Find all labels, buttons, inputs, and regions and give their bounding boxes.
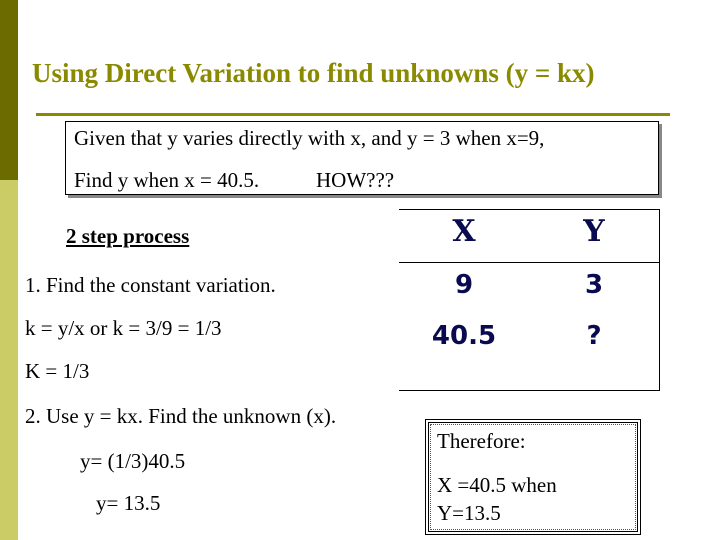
equation-result: y= 13.5	[96, 491, 161, 515]
step-process-heading: 2 step process	[66, 224, 190, 248]
table-cell-x: 9	[454, 270, 474, 300]
slide-title: Using Direct Variation to find unknowns (y = kx)	[32, 58, 595, 88]
title-underline	[36, 113, 670, 116]
table-header-x: X	[452, 214, 476, 249]
therefore-line-1: X =40.5 when	[437, 473, 557, 497]
k-result: K = 1/3	[25, 359, 90, 383]
table-row	[399, 314, 659, 366]
table-cell-y: 3	[584, 270, 604, 300]
k-calculation: k = y/x or k = 3/9 = 1/3	[25, 316, 222, 340]
table-cell-y: ?	[586, 321, 602, 351]
therefore-label: Therefore:	[437, 429, 526, 453]
given-problem-box	[65, 121, 659, 195]
accent-bar-bottom	[0, 180, 18, 540]
table-header-y: Y	[583, 214, 605, 249]
xy-table	[399, 209, 660, 391]
table-row	[399, 263, 659, 315]
accent-bar-top	[0, 0, 18, 180]
find-statement: Find y when x = 40.5.	[74, 168, 260, 192]
therefore-line-2: Y=13.5	[437, 501, 501, 525]
table-cell-x: 40.5	[431, 321, 497, 351]
step-1-text: 1. Find the constant variation.	[25, 273, 276, 297]
step-2-text: 2. Use y = kx. Find the unknown (x).	[25, 404, 337, 428]
therefore-box	[425, 419, 641, 535]
how-prompt: HOW???	[316, 168, 395, 192]
table-header-row	[399, 210, 659, 263]
given-statement: Given that y varies directly with x, and y = 3 when x=9,	[74, 126, 545, 150]
equation-substitution: y= (1/3)40.5	[80, 449, 186, 473]
